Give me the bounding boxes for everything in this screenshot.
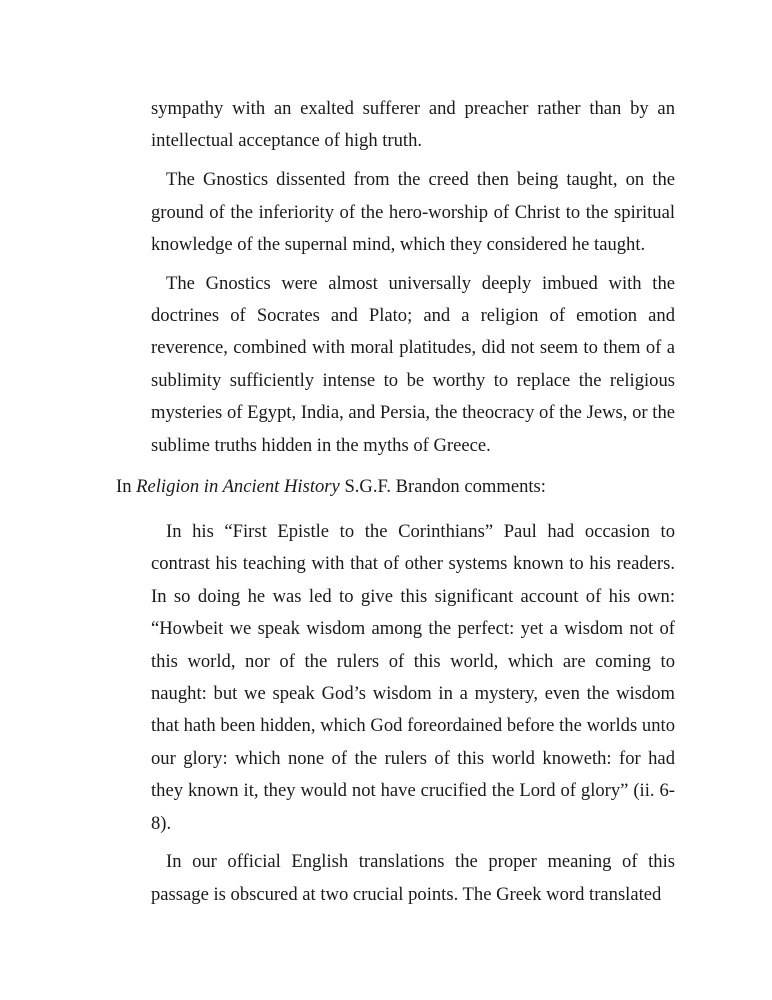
block-quote-gnostics xyxy=(151,93,675,462)
quote-paragraph: In his “First Epistle to the Corinthians” Paul had occasion to contrast his teaching with that of other systems known to his readers. In so doing he was led to give this significant account of his own: “Howbeit we speak wisdom among the perfect: yet a wisdom not of this world, nor of the rulers of this world, which are coming to naught: but we speak God’s wisdom in a mystery, even the wisdom that hath been hidden, which God foreordained before the worlds unto our glory: which none of the rulers of this world knoweth: for had they known it, they would not have crucified the Lord of glory” (ii. 6-8). xyxy=(151,521,675,834)
block-quote-brandon xyxy=(151,516,675,911)
quote-paragraph: sympathy with an exalted sufferer and preacher rather than by an intellectual acceptance of high truth. xyxy=(151,98,675,152)
quote-paragraph: The Gnostics were almost universally deeply imbued with the doctrines of Socrates and Plato; and a religion of emotion and reverence, combined with moral platitudes, did not seem to them of a sublimity sufficiently intense to be worthy to replace the religious mysteries of Egypt, India, and Persia, the theocracy of the Jews, or the sublime truths hidden in the myths of Greece. xyxy=(151,272,675,456)
quote-paragraph: The Gnostics dissented from the creed then being taught, on the ground of the inferiority of the hero-worship of Christ to the spiritual knowledge of the supernal mind, which they considered he taught. xyxy=(151,169,675,255)
quote-paragraph: In our official English translations the proper meaning of this passage is obscured at two crucial points. The Greek word translated xyxy=(151,851,675,905)
intro-suffix: S.G.F. Brandon comments: xyxy=(339,476,546,497)
intro-line xyxy=(116,475,546,499)
intro-prefix: In xyxy=(116,476,137,497)
book-title: Religion in Ancient History xyxy=(136,476,340,497)
